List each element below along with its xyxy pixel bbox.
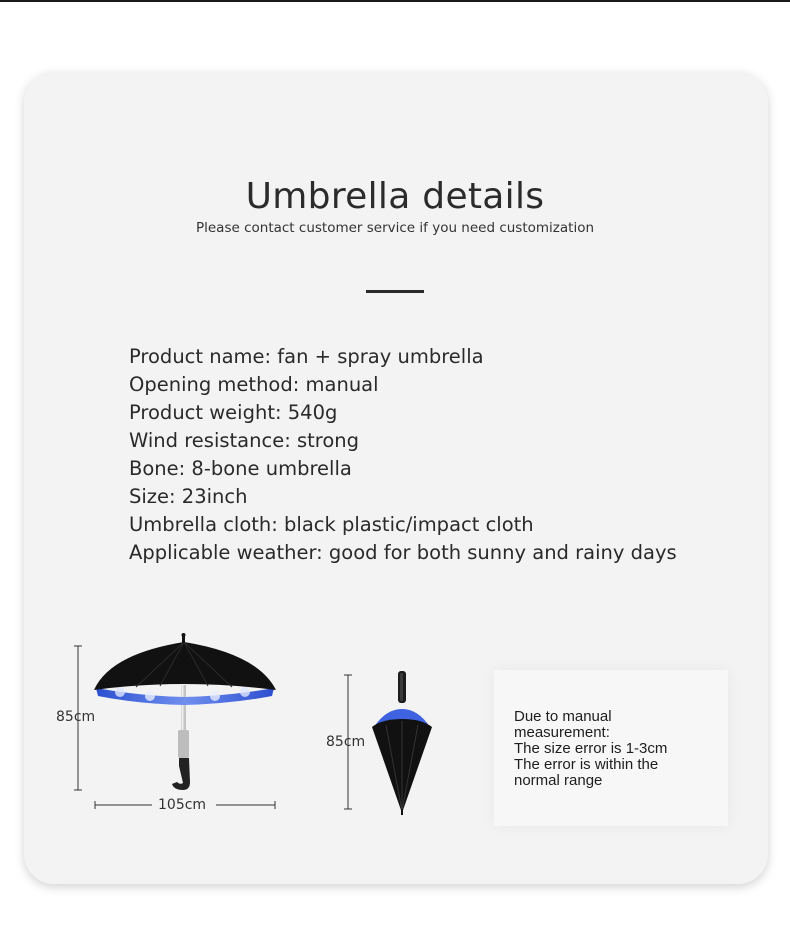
spec-umbrella-cloth: Umbrella cloth: black plastic/impact cloth [129,513,534,536]
closed-height-label: 85cm [326,734,366,750]
top-border-line [0,0,790,2]
spec-product-weight: Product weight: 540g [129,401,338,424]
spec-wind-resistance: Wind resistance: strong [129,429,360,452]
spec-list [129,343,677,567]
spec-product-name: Product name: fan + spray umbrella [129,345,484,368]
page-title: Umbrella details [245,176,545,217]
open-umbrella-figure [40,630,290,820]
spec-bone: Bone: 8-bone umbrella [129,457,352,480]
note-line: Due to manual [514,708,612,725]
note-line: The error is within the [514,756,659,773]
measurement-note [514,709,667,789]
spec-applicable-weather: Applicable weather: good for both sunny and rainy days [129,541,677,564]
title-divider [366,290,424,293]
note-line: The size error is 1-3cm [514,740,668,757]
spec-opening-method: Opening method: manual [129,373,379,396]
open-width-label: 105cm [158,797,207,813]
open-height-label: 85cm [56,709,96,725]
note-line: normal range [514,772,603,789]
note-line: measurement: [514,724,610,741]
page-subtitle: Please contact customer service if you need customization [195,220,595,236]
spec-size: Size: 23inch [129,485,248,508]
